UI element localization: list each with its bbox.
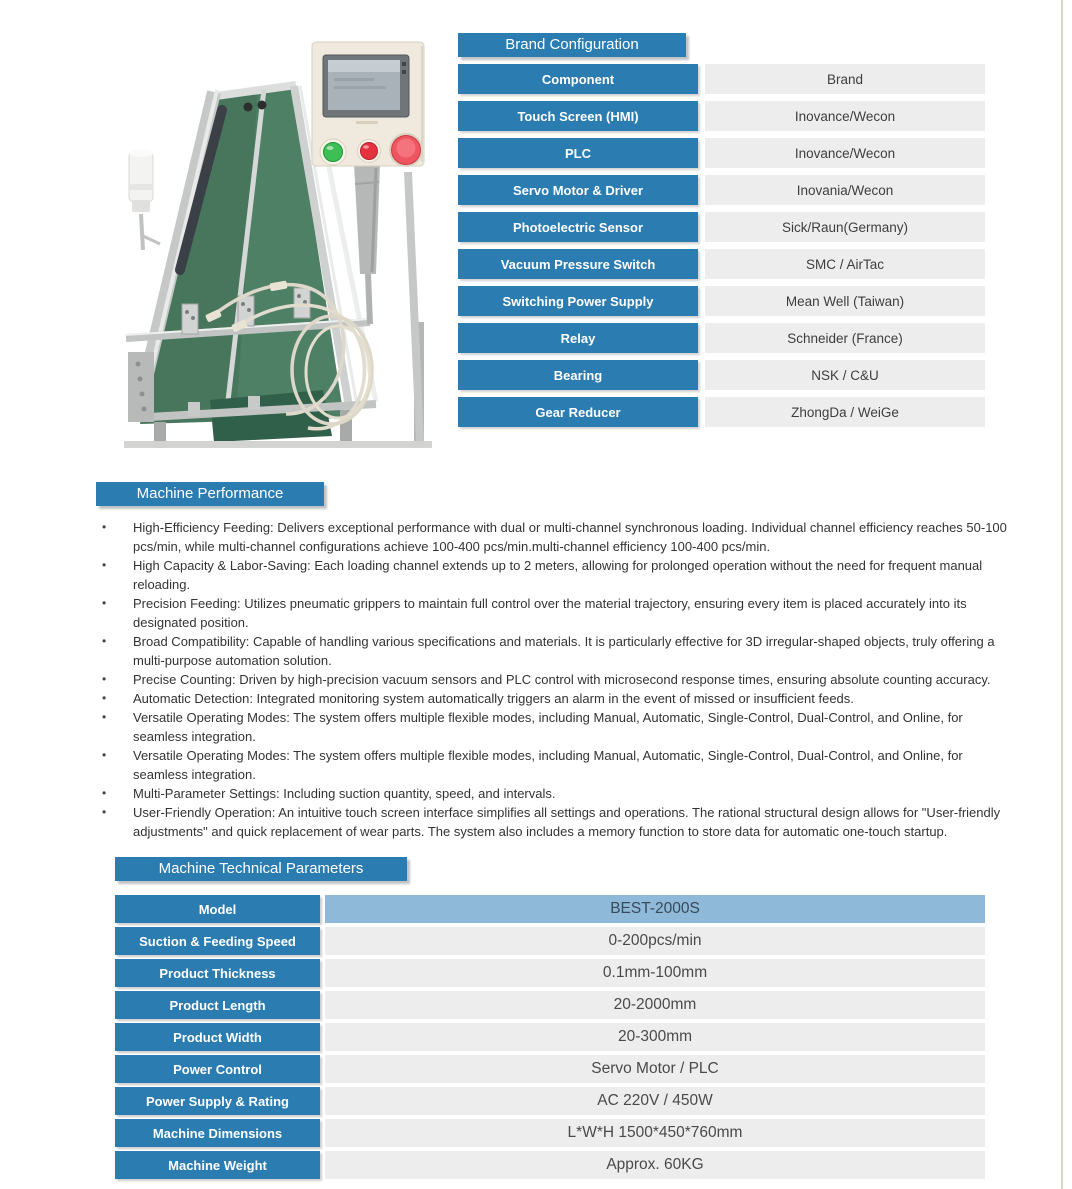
list-item: • Precision Feeding: Utilizes pneumatic grippers to maintain full control over the material trajectory, ensuring every item is placed accurately into its designated position.	[96, 594, 1014, 632]
brand-row-label: Gear Reducer	[458, 397, 698, 427]
table-row	[115, 1151, 985, 1179]
brand-row-label: PLC	[458, 138, 698, 168]
stop-button	[358, 140, 381, 163]
table-row	[458, 286, 985, 316]
list-item: • High-Efficiency Feeding: Delivers exceptional performance with dual or multi-channel synchronous loading. Individual channel efficiency reaches 50-100 pcs/min, while multi-channel configurations achieve 100-400 pcs/min.multi-channel efficiency 100-400 pcs/min.	[96, 518, 1014, 556]
list-item: • Versatile Operating Modes: The system offers multiple flexible modes, including Manual, Automatic, Single-Control, Dual-Control, and Online, for seamless integration.	[96, 708, 1014, 746]
signal-light	[129, 149, 160, 250]
table-row	[458, 175, 985, 205]
table-row	[458, 397, 985, 427]
list-item: • Versatile Operating Modes: The system offers multiple flexible modes, including Manual, Automatic, Single-Control, Dual-Control, and Online, for seamless integration.	[96, 746, 1014, 784]
param-row-label: Product Length	[115, 991, 320, 1019]
param-row-value: 20-300mm	[325, 1023, 985, 1051]
brand-row-value: ZhongDa / WeiGe	[705, 397, 985, 427]
table-row	[115, 991, 985, 1019]
page-right-border	[1061, 0, 1063, 1189]
list-item: • Automatic Detection: Integrated monitoring system automatically triggers an alarm in the event of missed or insufficient feeds.	[96, 689, 1014, 708]
param-row-value: BEST-2000S	[325, 895, 985, 923]
table-row	[115, 1023, 985, 1051]
brand-row-value: Sick/Raun(Germany)	[705, 212, 985, 242]
brand-row-label: Servo Motor & Driver	[458, 175, 698, 205]
brand-row-label: Bearing	[458, 360, 698, 390]
table-row	[115, 1119, 985, 1147]
table-row	[115, 927, 985, 955]
brand-row-value: Inovania/Wecon	[705, 175, 985, 205]
technical-parameters-title: Machine Technical Parameters	[115, 857, 407, 881]
list-item: • Broad Compatibility: Capable of handling various specifications and materials. It is particularly effective for 3D irregular-shaped objects, truly offering a multi-purpose automation solution.	[96, 632, 1014, 670]
table-row	[115, 1055, 985, 1083]
table-row	[458, 249, 985, 279]
table-row	[458, 138, 985, 168]
param-row-value: AC 220V / 450W	[325, 1087, 985, 1115]
table-row	[458, 212, 985, 242]
param-row-value: Servo Motor / PLC	[325, 1055, 985, 1083]
list-item: • Multi-Parameter Settings: Including suction quantity, speed, and intervals.	[96, 784, 1014, 803]
brand-row-label: Switching Power Supply	[458, 286, 698, 316]
table-row	[458, 64, 985, 94]
param-row-value: 0-200pcs/min	[325, 927, 985, 955]
hmi-screen	[323, 55, 409, 124]
brand-row-label: Vacuum Pressure Switch	[458, 249, 698, 279]
start-button	[320, 139, 346, 165]
table-row	[115, 959, 985, 987]
param-row-label: Power Supply & Rating	[115, 1087, 320, 1115]
machine-photo	[118, 22, 442, 450]
table-row	[115, 895, 985, 923]
param-row-label: Suction & Feeding Speed	[115, 927, 320, 955]
brand-row-value: Inovance/Wecon	[705, 138, 985, 168]
param-row-value: 20-2000mm	[325, 991, 985, 1019]
brand-row-value: SMC / AirTac	[705, 249, 985, 279]
table-row	[458, 101, 985, 131]
emergency-stop-button	[390, 134, 422, 166]
table-row	[458, 360, 985, 390]
table-row	[115, 1087, 985, 1115]
param-row-label: Product Width	[115, 1023, 320, 1051]
param-row-label: Product Thickness	[115, 959, 320, 987]
list-item: • User-Friendly Operation: An intuitive touch screen interface simplifies all settings and operations. The rational structural design allows for "User-friendly adjustments" and quick replacement of wear parts. The system also includes a memory function to store data for automatic one-touch startup.	[96, 803, 1014, 841]
brand-row-label: Touch Screen (HMI)	[458, 101, 698, 131]
brand-row-label: Relay	[458, 323, 698, 353]
brand-row-value: NSK / C&U	[705, 360, 985, 390]
param-row-label: Power Control	[115, 1055, 320, 1083]
table-row	[458, 323, 985, 353]
param-row-label: Machine Dimensions	[115, 1119, 320, 1147]
machine-performance-title: Machine Performance	[96, 482, 324, 506]
brand-row-value: Schneider (France)	[705, 323, 985, 353]
param-row-label: Machine Weight	[115, 1151, 320, 1179]
brand-row-value: Inovance/Wecon	[705, 101, 985, 131]
brand-row-label: Component	[458, 64, 698, 94]
list-item: • High Capacity & Labor-Saving: Each loading channel extends up to 2 meters, allowing for prolonged operation without the need for frequent manual reloading.	[96, 556, 1014, 594]
brand-configuration-title: Brand Configuration	[458, 33, 686, 57]
brand-row-label: Photoelectric Sensor	[458, 212, 698, 242]
brand-row-value: Brand	[705, 64, 985, 94]
param-row-value: Approx. 60KG	[325, 1151, 985, 1179]
param-row-label: Model	[115, 895, 320, 923]
param-row-value: L*W*H 1500*450*760mm	[325, 1119, 985, 1147]
list-item: • Precise Counting: Driven by high-precision vacuum sensors and PLC control with microsecond response times, ensuring absolute counting accuracy.	[96, 670, 1014, 689]
machine-performance-list	[96, 518, 1014, 841]
technical-parameters-section	[115, 857, 985, 1183]
brand-configuration-section	[458, 33, 985, 434]
param-row-value: 0.1mm-100mm	[325, 959, 985, 987]
brand-row-value: Mean Well (Taiwan)	[705, 286, 985, 316]
